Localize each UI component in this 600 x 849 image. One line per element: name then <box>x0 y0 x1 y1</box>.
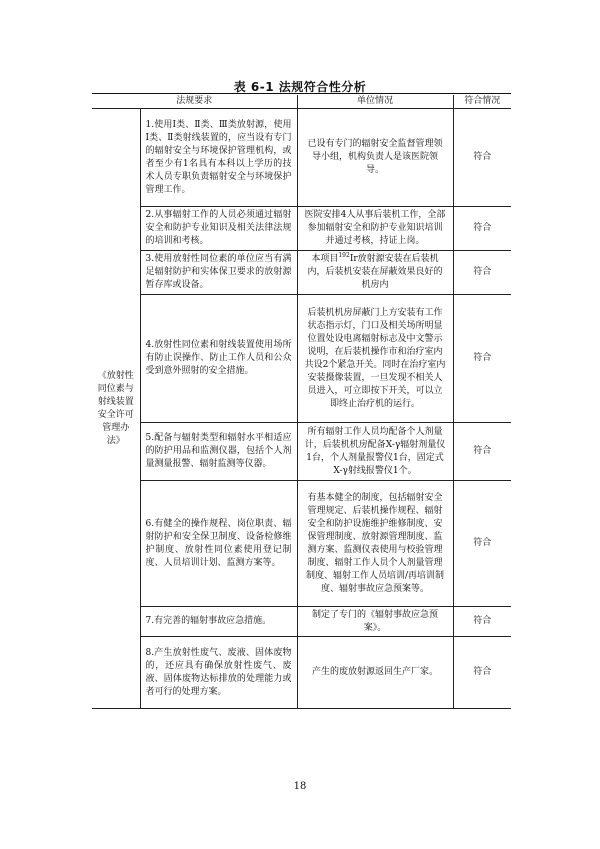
requirement-cell: 8.产生放射性废气、废液、固体废物的，还应具有确保放射性废气、废液、固体废物达标排放的处理能力或者可行的处理方案。 <box>140 637 297 709</box>
requirement-cell: 1.使用Ⅰ类、Ⅱ类、Ⅲ类放射源，使用Ⅰ类、Ⅱ类射线装置的，应当设有专门的辐射安全与环境保护管理机构，或者至少有1名具有本科以上学历的技术人员专职负责辐射安全与环境保护管理工作。 <box>140 109 297 207</box>
requirement-cell: 6.有健全的操作规程、岗位职责、辐射防护和安全保卫制度、设备检修维护制度、放射性同位素使用登记制度、人员培训计划、监测方案等。 <box>140 481 297 607</box>
situation-cell: 制定了专门的《辐射事故应急预案》。 <box>297 607 453 637</box>
situation-cell: 有基本健全的制度，包括辐射安全管理规定、后装机操作规程、辐射安全和防护设施维护维修制度、安保管理制度、放射源管理制度、监测方案、监测仪表使用与校验管理制度、辐射工作人员个人剂量管理制度、辐射工作人员培训/再培训制度、辐射事故应急预案等。 <box>297 481 453 607</box>
requirement-cell: 5.配备与辐射类型和辐射水平相适应的防护用品和监测仪器，包括个人剂量测量报警、辐射监测等仪器。 <box>140 423 297 481</box>
requirement-cell: 2.从事辐射工作的人员必须通过辐射安全和防护专业知识及相关法律法规的培训和考核。 <box>140 207 297 251</box>
requirement-cell: 3.使用放射性同位素的单位应当有满足辐射防护和实体保卫要求的放射源暂存库或设备。 <box>140 251 297 295</box>
table-caption: 表 6-1 法规符合性分析 <box>233 80 367 94</box>
table-row <box>92 481 511 607</box>
table-header-row <box>92 95 511 109</box>
compliance-cell: 符合 <box>453 251 511 295</box>
table-row <box>92 607 511 637</box>
table-row <box>92 207 511 251</box>
isotope-mass-number: 192 <box>338 252 350 259</box>
situation-cell <box>297 251 453 295</box>
table-row <box>92 109 511 207</box>
situation-prefix: 本项目 <box>311 254 339 264</box>
compliance-cell: 符合 <box>453 423 511 481</box>
page-number: 18 <box>293 781 307 792</box>
table-row <box>92 423 511 481</box>
requirement-cell: 4.放射性同位素和射线装置使用场所有防止误操作、防止工作人员和公众受到意外照射的安全措施。 <box>140 295 297 423</box>
requirement-cell: 7.有完善的辐射事故应急措施。 <box>140 607 297 637</box>
compliance-cell: 符合 <box>453 607 511 637</box>
table-row <box>92 251 511 295</box>
compliance-cell: 符合 <box>453 295 511 423</box>
table-row <box>92 637 511 709</box>
compliance-cell: 符合 <box>453 109 511 207</box>
header-requirement: 法规要求 <box>92 95 297 109</box>
compliance-cell: 符合 <box>453 637 511 709</box>
compliance-table <box>92 95 511 709</box>
header-situation: 单位情况 <box>297 95 453 109</box>
table-row <box>92 295 511 423</box>
compliance-cell: 符合 <box>453 207 511 251</box>
situation-cell: 已设有专门的辐射安全监督管理领导小组，机构负责人是该医院领导。 <box>297 109 453 207</box>
header-compliance: 符合情况 <box>453 95 511 109</box>
law-name-cell: 《放射性同位素与射线装置安全许可管理办法》 <box>92 109 140 709</box>
situation-suffix: Ir放射源安装在后装机内，后装机安装在屏蔽效果良好的机房内 <box>307 254 443 290</box>
table-top-rule <box>92 93 511 94</box>
situation-cell: 医院安排4人从事后装机工作，全部参加辐射安全和防护专业知识培训并通过考核，持证上岗。 <box>297 207 453 251</box>
situation-cell: 所有辐射工作人员均配备个人剂量计，后装机机房配备X-γ辐射剂量仪1台，个人剂量报警仪1台，固定式X-γ射线报警仪1个。 <box>297 423 453 481</box>
situation-cell: 产生的废放射源返回生产厂家。 <box>297 637 453 709</box>
compliance-cell: 符合 <box>453 481 511 607</box>
situation-cell: 后装机机房屏蔽门上方安装有工作状态指示灯，门口及相关场所明显位置处设电离辐射标志及中文警示说明，在后装机操作市和治疗室内共设2个紧急开关。同时在治疗室内安装摄像装置，一旦发现不相关人员进入，可立即按下开关，可以立即终止治疗机的运行。 <box>297 295 453 423</box>
